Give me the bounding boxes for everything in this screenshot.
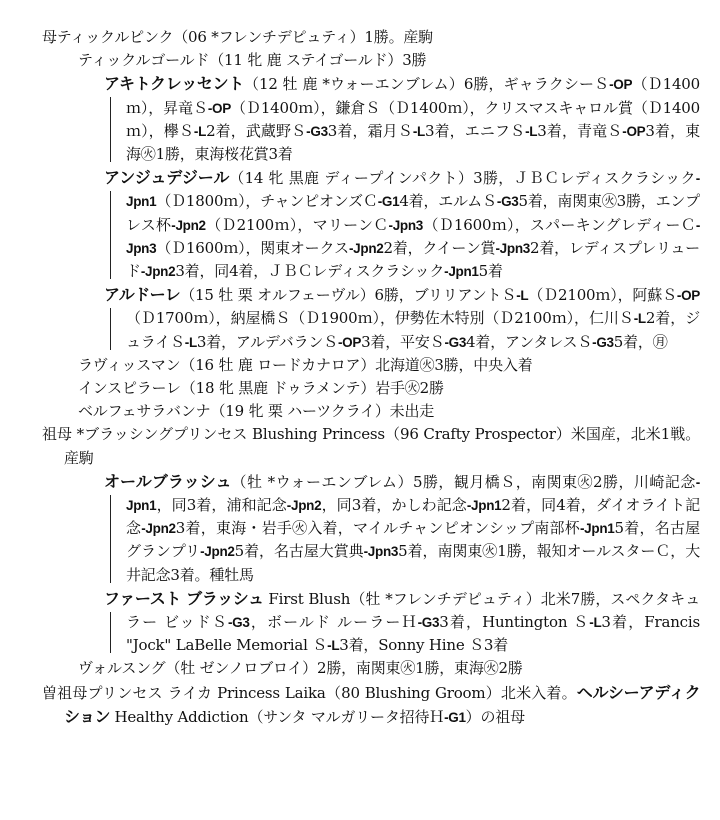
grade-label: -G3 xyxy=(306,123,328,139)
grade-label: -G1 xyxy=(377,194,400,210)
grade-label: -G1 xyxy=(444,709,466,725)
great-grandam-text: 曽祖母プリンセス ライカ Princess Laika（80 Blushing Groom）北米入着。 xyxy=(42,683,577,702)
dam-line xyxy=(42,26,700,49)
progeny-belfe-sarabanna xyxy=(42,400,700,423)
progeny-text: ティックルゴールド（11 牝 鹿 ステイゴールド）3勝 xyxy=(78,51,427,70)
grade-label: -Jpn3 xyxy=(495,240,530,256)
progeny-text: ヴォルスング（牡 ゼンノロブロイ）2勝，南関東㊋1勝，東海㊋2勝 xyxy=(78,659,523,678)
record-text: （12 牡 鹿 *ウォーエンブレム）6勝，ギャラクシーＳ xyxy=(243,75,610,94)
progeny-first-blush xyxy=(42,587,700,658)
record-text: 3着，Huntington Ｓ xyxy=(439,613,590,632)
grade-label: -Jpn2 xyxy=(141,521,176,537)
record-text: 2着，ジュライＳ xyxy=(126,309,700,351)
grade-label: -G3 xyxy=(417,615,440,631)
horse-name: ヘルシーアディクション xyxy=(64,682,700,726)
grade-label: -L xyxy=(525,123,538,139)
grade-label: -Jpn3 xyxy=(363,544,399,560)
record-text: （Ｄ1400ｍ），昇竜Ｓ xyxy=(126,75,700,117)
record-text: 5着，名古屋大賞典 xyxy=(234,542,364,561)
grade-label: -G3 xyxy=(227,615,250,631)
record-text: （Ｄ1600ｍ），関東オークス xyxy=(156,238,349,257)
record-text: 3着，東海㊋1勝，東海桜花賞3着 xyxy=(126,121,700,164)
record-text: （Ｄ1800ｍ），チャンピオンズＣ xyxy=(156,192,378,211)
grade-label: -L xyxy=(589,615,602,631)
progeny-ange-desir xyxy=(42,166,700,283)
horse-name: ファースト ブラッシュ xyxy=(104,588,264,608)
progeny-volsung xyxy=(42,657,700,680)
record-text: 4着，アンタレスＳ xyxy=(466,332,593,351)
record-text: （Ｄ1600ｍ），スパーキングレディーＣ xyxy=(423,215,696,234)
progeny-text: ラヴィッスマン（16 牡 鹿 ロードカナロア）北海道㊋3勝，中央入着 xyxy=(78,355,533,374)
record-text: （Ｄ1400ｍ），鎌倉Ｓ（Ｄ1400ｍ），クリスマスキャロル賞（Ｄ1400ｍ），欅Ｓ xyxy=(126,98,700,140)
record-text: 5着，㊊ xyxy=(613,332,668,351)
grade-label: -L xyxy=(633,311,646,327)
record-text: 5着，南関東㊋1勝，報知オールスターＣ，大井記念3着。種牡馬 xyxy=(126,542,700,584)
progeny-ravissement xyxy=(42,354,700,377)
grade-label: -L xyxy=(516,288,529,304)
grade-label: -Jpn1 xyxy=(126,474,700,514)
record-text: 2着，同4着，ダイオライト記念 xyxy=(126,496,701,538)
grade-label: -Jpn2 xyxy=(348,240,384,256)
record-text: 2着，武蔵野Ｓ xyxy=(206,121,307,140)
grade-label: -Jpn2 xyxy=(140,264,176,280)
grade-label: -OP xyxy=(609,77,633,93)
great-grandam-line xyxy=(42,681,700,729)
grade-label: -G3 xyxy=(444,334,467,350)
record-text: 4着，エルムＳ xyxy=(399,192,497,211)
record-text: 2着，レディスプレリュード xyxy=(126,238,700,281)
progeny-text: ベルフェサラバンナ（19 牝 栗 ハーツクライ）未出走 xyxy=(78,402,435,421)
progeny-tickle-gold xyxy=(42,49,700,72)
record-text: Healthy Addiction（サンタ マルガリータ招待Ｈ xyxy=(109,707,445,726)
progeny-all-blush xyxy=(42,470,700,587)
grandam-text: 祖母 *ブラッシングプリンセス Blushing Princess（96 Crafty Prospector）米国産，北米1戦。産駒 xyxy=(42,425,700,467)
grade-label: -OP xyxy=(676,288,701,304)
record-text: 5着，名古屋グランプリ xyxy=(126,519,700,561)
record-text: （15 牡 栗 オルフェーヴル）6勝，ブリリアントＳ xyxy=(180,286,517,305)
grade-label: -Jpn3 xyxy=(126,217,701,256)
grade-label: -OP xyxy=(337,334,362,350)
record-text: 3着，東海・岩手㊋入着，マイルチャンピオンシップ南部杯 xyxy=(175,519,580,538)
grade-label: -Jpn1 xyxy=(466,498,502,514)
horse-name: アキトクレッセント xyxy=(104,74,244,94)
record-text: （牡 *ウォーエンブレム）5勝，観月橋Ｓ，南関東㊋2勝，川崎記念 xyxy=(231,472,696,491)
record-text: First Blush（牡 *フレンチデピュティ）北米7勝，スペクタキュラー ビッドＳ xyxy=(126,589,700,632)
record-text: （Ｄ2100ｍ），マリーンＣ xyxy=(205,215,389,234)
grade-label: -G3 xyxy=(496,194,519,210)
record-text: （Ｄ1700ｍ），納屋橋Ｓ（Ｄ1900ｍ），伊勢佐木特別（Ｄ2100ｍ），仁川Ｓ xyxy=(126,309,634,328)
record-text: 5着，南関東㊋3勝，エンプレス杯 xyxy=(126,192,700,234)
record-text: 3着，Francis "Jock" LaBelle Memorial Ｓ xyxy=(126,613,700,655)
grade-label: -Jpn1 xyxy=(126,171,700,210)
grade-label: -Jpn3 xyxy=(388,217,424,233)
grade-label: -Jpn2 xyxy=(286,498,322,514)
record-text: （Ｄ2100ｍ），阿蘇Ｓ xyxy=(528,286,677,305)
horse-name: アンジュデジール xyxy=(104,168,230,188)
record-text: 3着，アルデバランＳ xyxy=(196,332,338,351)
record-text: ，同3着，浦和記念 xyxy=(156,496,287,515)
record-text: ，ボールド ルーラーＨ xyxy=(249,613,418,632)
record-text: 3着，霜月Ｓ xyxy=(327,121,413,140)
grade-label: -OP xyxy=(622,123,646,139)
grade-label: -Jpn1 xyxy=(579,521,615,537)
progeny-text: インスピラーレ（18 牝 黒鹿 ドゥラメンテ）岩手㊋2勝 xyxy=(78,379,444,398)
progeny-inspirare xyxy=(42,377,700,400)
record-text: ）の祖母 xyxy=(465,707,525,726)
grade-label: -Jpn2 xyxy=(171,217,206,233)
record-text: 5着 xyxy=(478,262,503,281)
grade-label: -L xyxy=(327,638,340,654)
grandam-line xyxy=(42,423,700,469)
horse-name: アルドーレ xyxy=(104,285,181,305)
record-text: ，同3着，かしわ記念 xyxy=(321,496,467,515)
grade-label: -L xyxy=(412,123,425,139)
grade-label: -Jpn1 xyxy=(444,264,479,280)
record-text: 3着，平安Ｓ xyxy=(361,332,445,351)
record-text: 3着，青竜Ｓ xyxy=(537,121,623,140)
record-text: 3着，エニフＳ xyxy=(424,121,526,140)
grade-label: -L xyxy=(184,334,197,350)
grade-label: -Jpn2 xyxy=(200,544,235,560)
progeny-ardore xyxy=(42,283,700,354)
record-text: （14 牝 黒鹿 ディープインパクト）3勝，ＪＢＣレディスクラシック xyxy=(229,169,696,188)
dam-text: 母ティックルピンク（06 *フレンチデピュティ）1勝。産駒 xyxy=(42,28,433,46)
horse-name: オールブラッシュ xyxy=(104,471,232,491)
record-text: 3着，同4着，ＪＢＣレディスクラシック xyxy=(175,262,445,281)
grade-label: -OP xyxy=(207,100,231,116)
grade-label: -L xyxy=(193,123,207,139)
grade-label: -G3 xyxy=(592,334,614,350)
record-text: 2着，クイーン賞 xyxy=(383,238,496,257)
progeny-akito-crescent xyxy=(42,72,700,166)
record-text: 3着，Sonny Hine Ｓ3着 xyxy=(339,636,509,655)
